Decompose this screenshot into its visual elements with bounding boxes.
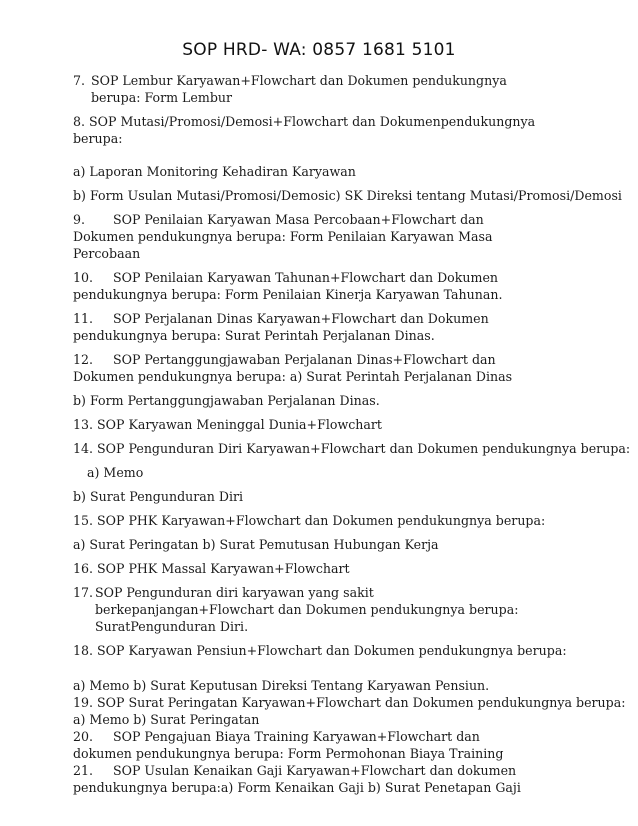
list-item-10 [73, 269, 543, 303]
list-item-18ab: a) Memo b) Surat Keputusan Direksi Tentang Karyawan Pensiun. [73, 678, 490, 693]
list-item-13: 13. SOP Karyawan Meninggal Dunia+Flowchart [73, 417, 382, 432]
list-item-8b: b) Form Usulan Mutasi/Promosi/Demosic) SK Direksi tentang Mutasi/Promosi/Demosi [73, 188, 622, 203]
list-item-8: 8. SOP Mutasi/Promosi/Demosi+Flowchart dan Dokumenpendukungnya berupa: [73, 114, 536, 146]
list-item-15ab: a) Surat Peringatan b) Surat Pemutusan Hubungan Kerja [73, 537, 439, 552]
list-item-14b: b) Surat Pengunduran Diri [73, 489, 244, 504]
item-text: SOP Lembur Karyawan+Flowchart dan Dokumen pendukungnya berupa: Form Lembur [91, 73, 507, 105]
item-text: SOP Penilaian Karyawan Masa Percobaan+Flowchart dan Dokumen pendukungnya berupa: Form Penilaian Karyawan Masa Percobaan [73, 212, 493, 261]
item-text: SOP Pengajuan Biaya Training Karyawan+Flowchart dan dokumen pendukungnya berupa: Form Permohonan Biaya Training [73, 729, 504, 761]
list-item-15: 15. SOP PHK Karyawan+Flowchart dan Dokumen pendukungnya berupa: [73, 513, 546, 528]
item-number: 21. [73, 763, 94, 778]
item-text: SOP Perjalanan Dinas Karyawan+Flowchart dan Dokumen pendukungnya berupa: Surat Perintah Perjalanan Dinas. [73, 311, 489, 343]
list-item-19ab: a) Memo b) Surat Peringatan [73, 712, 260, 727]
item-number: 11. [73, 311, 94, 326]
sop-list [73, 72, 631, 796]
item-text: SOP Pertanggungjawaban Perjalanan Dinas+Flowchart dan Dokumen pendukungnya berupa: a) Surat Perintah Perjalanan Dinas [73, 352, 513, 384]
item-text: SOP Pengunduran diri karyawan yang sakit berkepanjangan+Flowchart dan Dokumen pendukungnya berupa: SuratPengunduran Diri. [95, 585, 519, 634]
page-header: SOP HRD- WA: 0857 1681 5101 [182, 40, 456, 60]
item-number: 7. [73, 73, 86, 88]
item-text: SOP Usulan Kenaikan Gaji Karyawan+Flowchart dan dokumen pendukungnya berupa:a) Form Kenaikan Gaji b) Surat Penetapan Gaji [73, 763, 521, 795]
list-item-9 [73, 211, 513, 262]
list-item-18: 18. SOP Karyawan Pensiun+Flowchart dan Dokumen pendukungnya berupa: [73, 643, 567, 658]
item-number: 12. [73, 352, 94, 367]
item-number: 20. [73, 729, 94, 744]
item-number: 9. [73, 212, 86, 227]
list-item-8a: a) Laporan Monitoring Kehadiran Karyawan [73, 164, 356, 179]
list-item-17 [73, 584, 533, 635]
item-number: 10. [73, 270, 94, 285]
list-item-19: 19. SOP Surat Peringatan Karyawan+Flowchart dan Dokumen pendukungnya berupa: [73, 695, 626, 710]
list-item-12b: b) Form Pertanggungjawaban Perjalanan Dinas. [73, 393, 380, 408]
list-item-20 [73, 728, 513, 762]
list-item-11 [73, 310, 533, 344]
list-item-14: 14. SOP Pengunduran Diri Karyawan+Flowchart dan Dokumen pendukungnya berupa: [73, 441, 631, 456]
item-text: SOP Penilaian Karyawan Tahunan+Flowchart dan Dokumen pendukungnya berupa: Form Penilaian Kinerja Karyawan Tahunan. [73, 270, 503, 302]
list-item-12 [73, 351, 513, 385]
list-item-7 [73, 72, 553, 106]
list-item-16: 16. SOP PHK Massal Karyawan+Flowchart [73, 561, 350, 576]
item-number: 17. [73, 585, 94, 600]
list-item-21 [73, 762, 553, 796]
list-item-14a: a) Memo [87, 465, 144, 480]
